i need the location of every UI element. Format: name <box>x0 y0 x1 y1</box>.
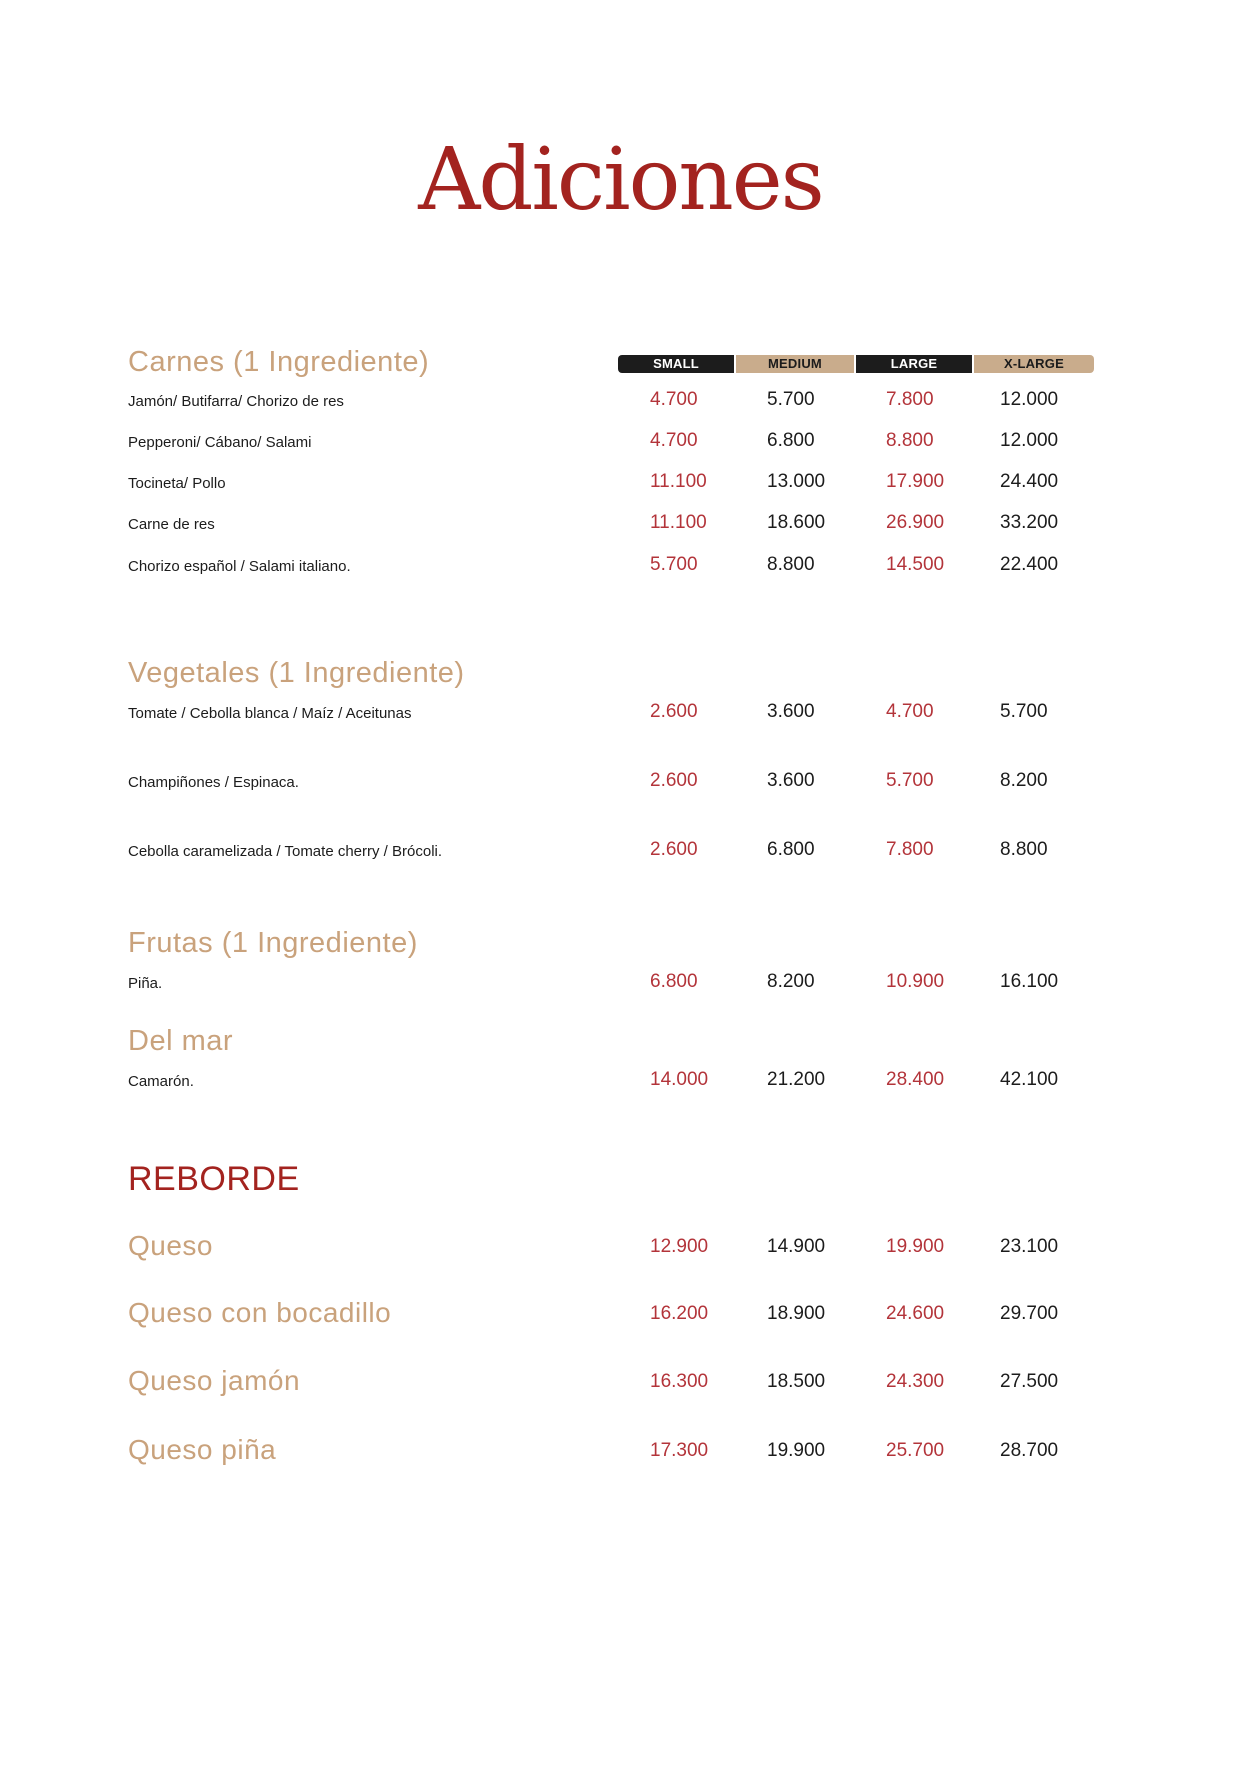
price-small: 6.800 <box>650 971 698 992</box>
price-small: 2.600 <box>650 839 698 860</box>
price-large: 7.800 <box>886 389 934 410</box>
menu-row <box>0 389 1241 419</box>
price-large: 7.800 <box>886 839 934 860</box>
price-small: 16.300 <box>650 1371 709 1392</box>
price-medium: 13.000 <box>767 471 826 492</box>
price-medium: 18.500 <box>767 1371 826 1392</box>
menu-row <box>0 701 1241 731</box>
price-medium: 8.800 <box>767 554 815 575</box>
price-xlarge: 28.700 <box>1000 1440 1059 1461</box>
price-small: 16.200 <box>650 1303 709 1324</box>
menu-row <box>0 471 1241 501</box>
page-title: Adiciones <box>418 130 823 230</box>
price-xlarge: 24.400 <box>1000 471 1059 492</box>
item-name: Queso <box>128 1230 213 1261</box>
item-name: Queso piña <box>128 1434 277 1465</box>
size-small-label: SMALL <box>618 355 734 373</box>
price-small: 11.100 <box>650 512 707 533</box>
price-xlarge: 27.500 <box>1000 1371 1059 1392</box>
size-xlarge-label: X-LARGE <box>974 355 1094 373</box>
price-xlarge: 12.000 <box>1000 430 1059 451</box>
reborde-heading: REBORDE <box>128 1160 300 1198</box>
item-name: Piña. <box>128 975 163 992</box>
price-medium: 3.600 <box>767 701 815 722</box>
price-medium: 19.900 <box>767 1440 826 1461</box>
menu-row <box>0 554 1241 584</box>
menu-row <box>0 1069 1241 1099</box>
price-xlarge: 22.400 <box>1000 554 1059 575</box>
price-large: 28.400 <box>886 1069 945 1090</box>
menu-row <box>0 1297 1241 1333</box>
menu-row <box>0 1365 1241 1401</box>
item-name: Tocineta/ Pollo <box>128 475 226 492</box>
item-name: Jamón/ Butifarra/ Chorizo de res <box>128 393 344 410</box>
price-large: 8.800 <box>886 430 934 451</box>
menu-row <box>0 839 1241 869</box>
price-xlarge: 29.700 <box>1000 1303 1059 1324</box>
item-name: Chorizo español / Salami italiano. <box>128 558 351 575</box>
price-xlarge: 42.100 <box>1000 1069 1059 1090</box>
carnes-heading: Carnes (1 Ingrediente) <box>128 346 430 378</box>
menu-row <box>0 1434 1241 1470</box>
price-medium: 21.200 <box>767 1069 826 1090</box>
price-large: 5.700 <box>886 770 934 791</box>
price-medium: 3.600 <box>767 770 815 791</box>
size-large-label: LARGE <box>856 355 972 373</box>
menu-row <box>0 770 1241 800</box>
price-medium: 18.900 <box>767 1303 826 1324</box>
price-small: 11.100 <box>650 471 707 492</box>
price-xlarge: 33.200 <box>1000 512 1059 533</box>
menu-row <box>0 971 1241 1001</box>
price-large: 24.300 <box>886 1371 945 1392</box>
price-xlarge: 8.800 <box>1000 839 1048 860</box>
price-medium: 6.800 <box>767 839 815 860</box>
price-medium: 5.700 <box>767 389 815 410</box>
price-small: 17.300 <box>650 1440 709 1461</box>
vegetales-heading: Vegetales (1 Ingrediente) <box>128 657 465 689</box>
price-small: 14.000 <box>650 1069 709 1090</box>
price-large: 19.900 <box>886 1236 945 1257</box>
price-medium: 6.800 <box>767 430 815 451</box>
price-large: 25.700 <box>886 1440 945 1461</box>
size-medium-label: MEDIUM <box>736 355 854 373</box>
price-xlarge: 12.000 <box>1000 389 1059 410</box>
item-name: Queso jamón <box>128 1365 301 1396</box>
price-medium: 14.900 <box>767 1236 826 1257</box>
menu-row <box>0 512 1241 542</box>
price-xlarge: 8.200 <box>1000 770 1048 791</box>
price-xlarge: 16.100 <box>1000 971 1059 992</box>
frutas-heading: Frutas (1 Ingrediente) <box>128 927 418 959</box>
menu-row <box>0 1230 1241 1266</box>
price-small: 2.600 <box>650 770 698 791</box>
item-name: Tomate / Cebolla blanca / Maíz / Aceitunas <box>128 705 412 722</box>
price-large: 10.900 <box>886 971 945 992</box>
price-small: 4.700 <box>650 430 698 451</box>
price-large: 26.900 <box>886 512 945 533</box>
item-name: Carne de res <box>128 516 215 533</box>
price-large: 24.600 <box>886 1303 945 1324</box>
item-name: Queso con bocadillo <box>128 1297 392 1328</box>
item-name: Cebolla caramelizada / Tomate cherry / Brócoli. <box>128 843 443 860</box>
price-medium: 18.600 <box>767 512 826 533</box>
price-small: 5.700 <box>650 554 698 575</box>
price-small: 2.600 <box>650 701 698 722</box>
item-name: Pepperoni/ Cábano/ Salami <box>128 434 312 451</box>
price-small: 12.900 <box>650 1236 709 1257</box>
size-header <box>618 355 1094 373</box>
menu-row <box>0 430 1241 460</box>
mar-heading: Del mar <box>128 1025 234 1057</box>
price-small: 4.700 <box>650 389 698 410</box>
item-name: Champiñones / Espinaca. <box>128 774 299 791</box>
price-xlarge: 5.700 <box>1000 701 1048 722</box>
price-medium: 8.200 <box>767 971 815 992</box>
price-xlarge: 23.100 <box>1000 1236 1059 1257</box>
price-large: 4.700 <box>886 701 934 722</box>
item-name: Camarón. <box>128 1073 194 1090</box>
price-large: 17.900 <box>886 471 945 492</box>
price-large: 14.500 <box>886 554 945 575</box>
